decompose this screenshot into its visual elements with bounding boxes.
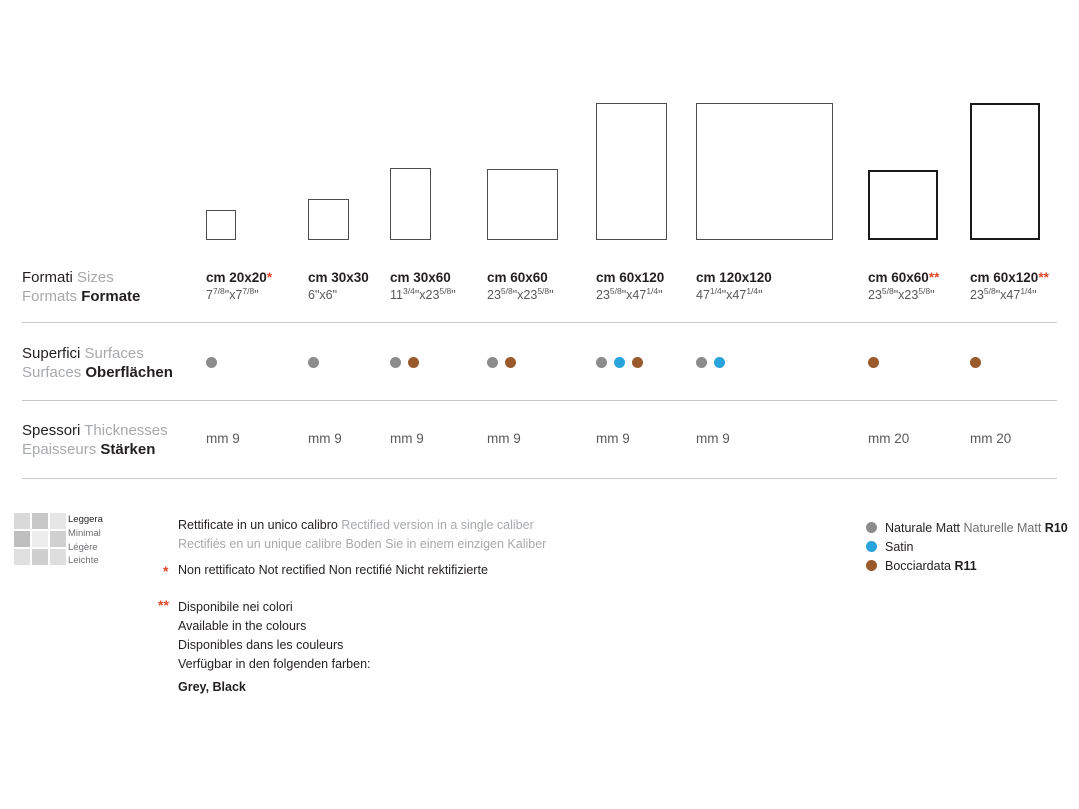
format-column-1	[206, 270, 272, 302]
naturale-dot-icon	[696, 357, 707, 368]
format-column-5	[596, 270, 664, 302]
surface-dots-column-6	[696, 357, 725, 368]
format-marker: **	[1038, 270, 1049, 285]
rectified-it: Rettificate in un unico calibro	[178, 518, 338, 532]
star-note-de: Nicht rektifizierte	[395, 563, 488, 577]
surface-legend	[866, 518, 1068, 575]
divider-1	[22, 322, 1057, 323]
format-metric: cm 60x120**	[970, 270, 1049, 285]
format-metric: cm 60x120	[596, 270, 665, 285]
thickness-value-4: mm 9	[487, 431, 521, 446]
label-sizes: Sizes	[77, 269, 114, 286]
star-note-it: Non rettificato	[178, 563, 256, 577]
format-imperial: $7^{7/8}"x7^{7/8}$"	[206, 285, 259, 302]
leggera-label-de: Leichte	[68, 555, 99, 567]
tile-shape-cm-60x60	[487, 169, 558, 240]
format-column-6	[696, 270, 772, 302]
bocciardata-dot-icon	[408, 357, 419, 368]
pattern-cell-1	[14, 513, 30, 529]
tile-rect	[868, 170, 938, 240]
thickness-value-6: mm 9	[696, 431, 730, 446]
naturale-legend-dot-icon	[866, 522, 877, 533]
bocciardata-dot-icon	[868, 357, 879, 368]
surface-legend-code: R11	[951, 558, 977, 573]
single-star-note	[178, 563, 488, 577]
leggera-label-it: Leggera	[68, 514, 103, 525]
surface-legend-row-naturale	[866, 518, 1068, 537]
tile-shape-cm-30x30	[308, 199, 349, 240]
naturale-dot-icon	[390, 357, 401, 368]
tile-rect	[206, 210, 236, 240]
tile-shape-cm-20x20-1star	[206, 210, 236, 240]
format-metric: cm 30x30	[308, 270, 369, 285]
row-label-thicknesses	[22, 422, 168, 460]
row-label-formats	[22, 269, 140, 307]
label-epaisseurs: Epaisseurs	[22, 440, 97, 458]
leggera-label-fr: Légère	[68, 541, 98, 553]
format-metric: cm 120x120	[696, 270, 772, 285]
surface-dots-column-1	[206, 357, 217, 368]
surface-legend-label: Satin	[885, 539, 914, 554]
tile-rect	[696, 103, 833, 240]
star-note-fr: Non rectifié	[328, 563, 393, 577]
pattern-cell-9	[50, 549, 66, 565]
format-metric: cm 60x60	[487, 270, 548, 285]
bocciardata-dot-icon	[970, 357, 981, 368]
pattern-cell-6	[50, 531, 66, 547]
dstar-colors: Grey, Black	[178, 680, 246, 694]
format-column-4	[487, 270, 554, 302]
pattern-cell-8	[32, 549, 48, 565]
format-imperial: $23^{5/8}"x47^{1/4}$"	[970, 285, 1037, 302]
label-starken: Stärken	[100, 440, 156, 458]
single-star-marker: *	[163, 563, 169, 579]
format-metric: cm 20x20*	[206, 270, 273, 285]
tile-shape-cm-60x60-2star	[868, 170, 938, 240]
bocciardata-dot-icon	[505, 357, 516, 368]
format-imperial: $23^{5/8}"x23^{5/8}$"	[487, 285, 554, 302]
satin-dot-icon	[614, 357, 625, 368]
rectified-note	[178, 516, 546, 554]
label-formate: Formate	[81, 287, 141, 305]
tile-shape-cm-30x60	[390, 168, 431, 240]
tile-shape-cm-120x120	[696, 103, 833, 240]
thickness-value-8: mm 20	[970, 431, 1012, 446]
surface-dots-column-5	[596, 357, 643, 368]
pattern-cell-3	[50, 513, 66, 529]
tile-shape-cm-60x120	[596, 103, 667, 240]
format-column-2	[308, 270, 369, 302]
label-surfaces-fr: Surfaces	[22, 363, 82, 381]
thickness-value-5: mm 9	[596, 431, 630, 446]
star-note-en: Not rectified	[258, 563, 326, 577]
tile-shape-cm-60x120-2star	[970, 103, 1040, 240]
label-spessori: Spessori	[22, 422, 81, 439]
thickness-value-3: mm 9	[390, 431, 424, 446]
row-label-surfaces	[22, 345, 173, 383]
leggera-label-en: Minimal	[68, 527, 101, 539]
format-metric: cm 60x60**	[868, 270, 940, 285]
thickness-value-7: mm 20	[868, 431, 910, 446]
surface-dots-column-2	[308, 357, 319, 368]
format-column-7	[868, 270, 939, 302]
naturale-dot-icon	[487, 357, 498, 368]
naturale-dot-icon	[206, 357, 217, 368]
format-imperial: $11^{3/4}"x23^{5/8}$"	[390, 285, 456, 302]
double-star-note	[178, 598, 371, 697]
satin-dot-icon	[714, 357, 725, 368]
tile-rect	[970, 103, 1040, 240]
dstar-note-de: Verfügbar in den folgenden farben:	[178, 657, 371, 671]
format-imperial: $23^{5/8}"x23^{5/8}$"	[868, 285, 935, 302]
tile-shapes-row	[0, 0, 1079, 250]
format-metric: cm 30x60	[390, 270, 451, 285]
format-column-3	[390, 270, 456, 302]
rectified-fr: Rectifiés en un unique calibre	[178, 536, 342, 551]
format-imperial: 6"x6"	[308, 288, 338, 302]
rectified-en: Rectified version in a single caliber	[341, 518, 534, 532]
bocciardata-legend-dot-icon	[866, 560, 877, 571]
surface-legend-label: Naturale Matt Naturelle Matt R10	[885, 520, 1068, 535]
surface-dots-column-7	[868, 357, 879, 368]
thickness-value-2: mm 9	[308, 431, 342, 446]
format-imperial: $23^{5/8}"x47^{1/4}$"	[596, 285, 663, 302]
naturale-dot-icon	[308, 357, 319, 368]
label-formati: Formati	[22, 269, 73, 286]
bocciardata-dot-icon	[632, 357, 643, 368]
tile-rect	[390, 168, 431, 240]
surface-dots-column-8	[970, 357, 981, 368]
tile-rect	[308, 199, 349, 240]
naturale-dot-icon	[596, 357, 607, 368]
label-superfici: Superfici	[22, 345, 81, 362]
double-star-marker: **	[158, 597, 169, 613]
pattern-cell-7	[14, 549, 30, 565]
format-marker: **	[928, 270, 940, 285]
surface-dots-column-4	[487, 357, 516, 368]
pattern-cell-2	[32, 513, 48, 529]
surface-legend-code: R10	[1041, 520, 1068, 535]
leggera-labels	[68, 513, 103, 568]
dstar-note-it: Disponibile nei colori	[178, 600, 293, 614]
surface-legend-label-alt: Naturelle Matt	[960, 520, 1042, 535]
surface-legend-row-bocciardata	[866, 556, 1068, 575]
format-column-8	[970, 270, 1049, 302]
dstar-note-fr: Disponibles dans les couleurs	[178, 638, 344, 652]
leggera-pattern-icon	[14, 513, 66, 565]
format-imperial: $47^{1/4}"x47^{1/4}$"	[696, 285, 763, 302]
label-thicknesses: Thicknesses	[84, 422, 168, 439]
label-surfaces-en: Surfaces	[84, 345, 144, 362]
surface-dots-column-3	[390, 357, 419, 368]
divider-2	[22, 400, 1057, 401]
rectified-de: Boden Sie in einem einzigen Kaliber	[345, 536, 547, 551]
satin-legend-dot-icon	[866, 541, 877, 552]
tile-rect	[596, 103, 667, 240]
tile-rect	[487, 169, 558, 240]
dstar-note-en: Available in the colours	[178, 619, 307, 633]
divider-3	[22, 478, 1057, 479]
format-marker: *	[266, 270, 273, 285]
pattern-cell-5	[32, 531, 48, 547]
surface-legend-row-satin	[866, 537, 1068, 556]
label-oberflachen: Oberflächen	[85, 363, 173, 381]
thickness-value-1: mm 9	[206, 431, 240, 446]
label-formats: Formats	[22, 287, 78, 305]
surface-legend-label: Bocciardata R11	[885, 558, 977, 573]
pattern-cell-4	[14, 531, 30, 547]
